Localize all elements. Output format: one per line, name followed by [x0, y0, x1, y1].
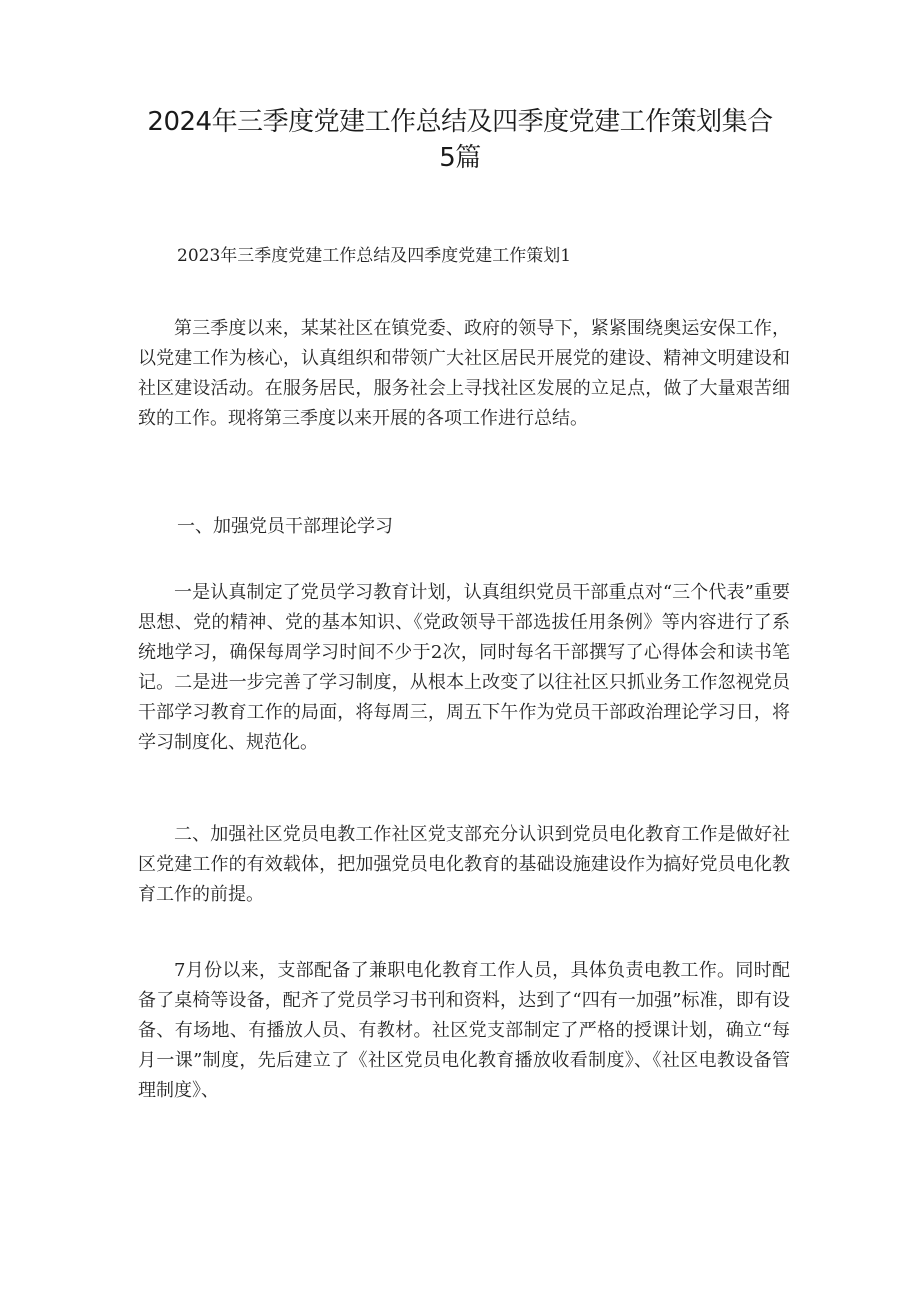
document-title: 2024年三季度党建工作总结及四季度党建工作策划集合5篇 — [147, 107, 773, 173]
intro-paragraph: 第三季度以来，某某社区在镇党委、政府的领导下，紧紧围绕奥运安保工作，以党建工作为核心，认真组织和带领广大社区居民开展党的建设、精神文明建设和社区建设活动。在服务居民，服务社会上寻找社区发展的立足点，做了大量艰苦细致的工作。现将第三季度以来开展的各项工作进行总结。 — [138, 318, 790, 429]
section-paragraph-july-staffing: 7月份以来，支部配备了兼职电化教育工作人员，具体负责电教工作。同时配备了桌椅等设备，配齐了党员学习书刊和资料，达到了“四有一加强”标准，即有设备、有场地、有播放人员、有教材。社区党支部制定了严格的授课计划，确立“每月一课”制度，先后建立了《社区党员电化教育播放收看制度》、《社区电教设备管理制度》、 — [138, 960, 790, 1101]
section-paragraph-e-education: 二、加强社区党员电教工作社区党支部充分认识到党员电化教育工作是做好社区党建工作的有效载体，把加强党员电化教育的基础设施建设作为搞好党员电化教育工作的前提。 — [138, 824, 790, 905]
section-paragraph-study-plan: 一是认真制定了党员学习教育计划，认真组织党员干部重点对“三个代表”重要思想、党的精神、党的基本知识、《党政领导干部选拔任用条例》等内容进行了系统地学习，确保每周学习时间不少于2次，同时每名干部撰写了心得体会和读书笔记。二是进一步完善了学习制度，从根本上改变了以往社区只抓业务工作忽视党员干部学习教育工作的局面，将每周三，周五下午作为党员干部政治理论学习日，将学习制度化、规范化。 — [138, 582, 790, 753]
document-subtitle: 2023年三季度党建工作总结及四季度党建工作策划1 — [177, 246, 572, 266]
section-heading-theory-study: 一、加强党员干部理论学习 — [177, 516, 393, 537]
